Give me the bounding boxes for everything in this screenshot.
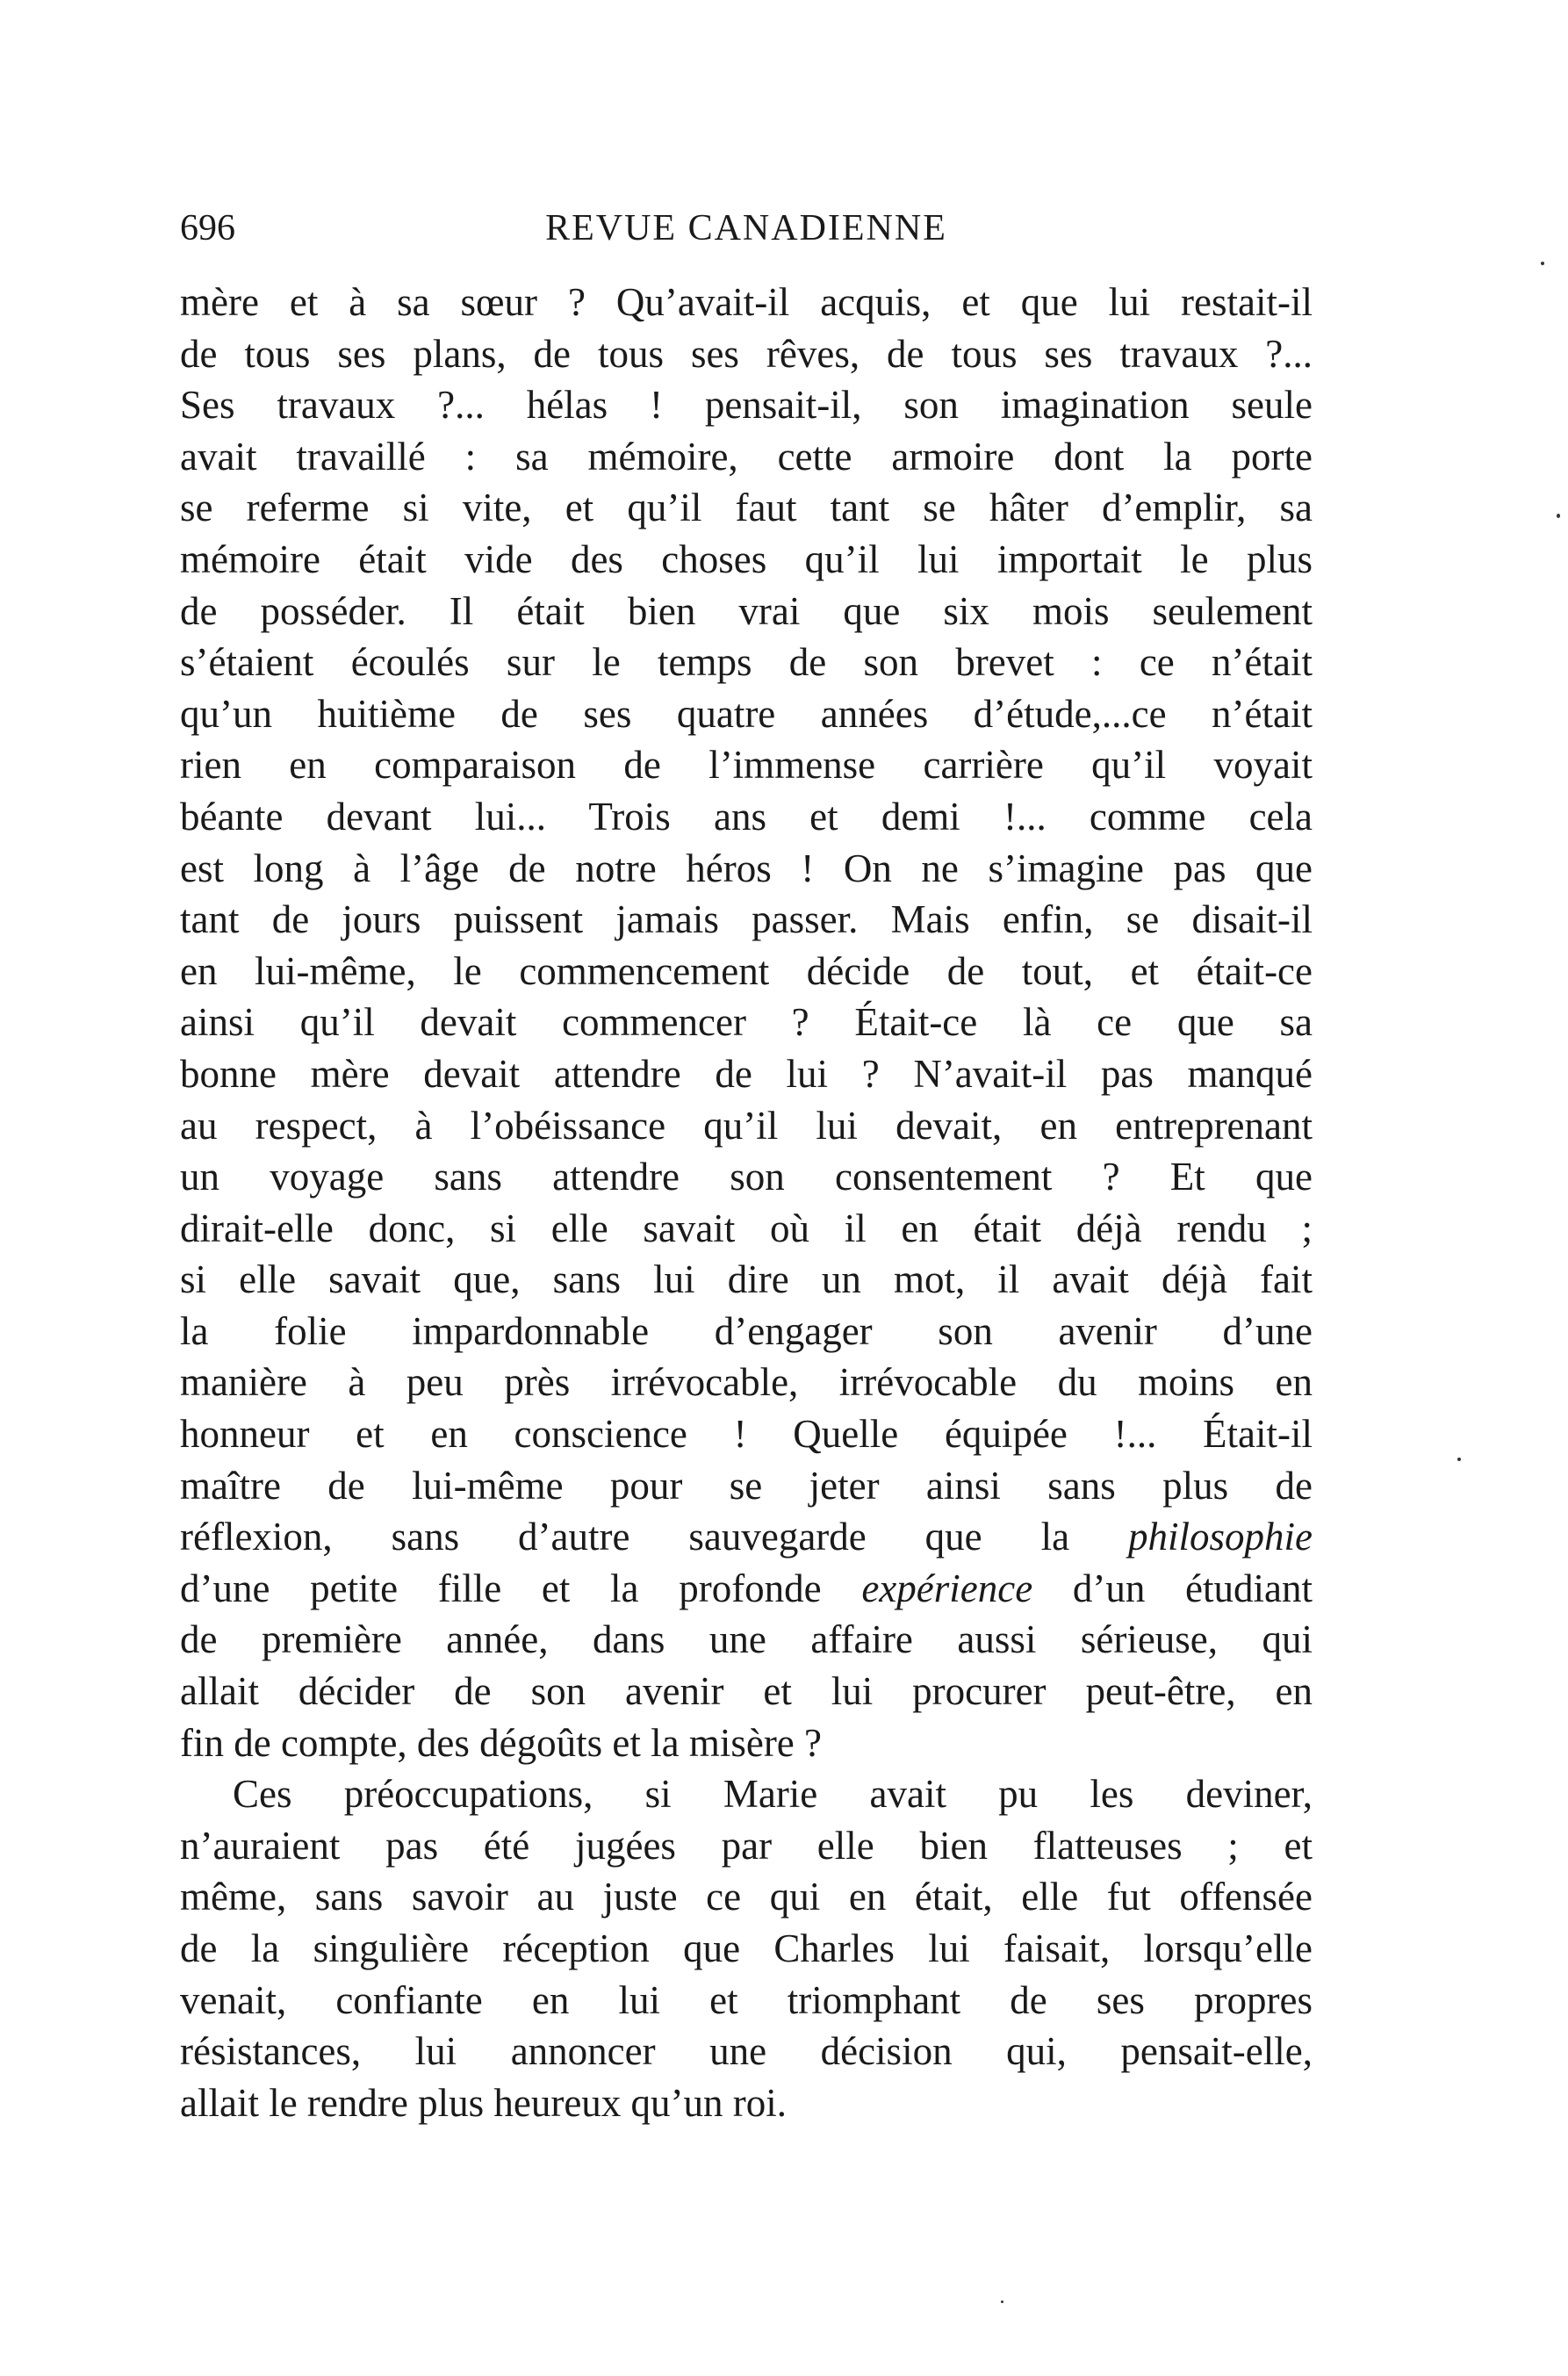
text-line: s’étaient écoulés sur le temps de son brevet : ce n’était bbox=[180, 640, 1313, 685]
text-line: de tous ses plans, de tous ses rêves, de tous ses travaux ?... bbox=[180, 331, 1313, 376]
text-line: de posséder. Il était bien vrai que six mois seulement bbox=[180, 588, 1313, 633]
text-line: allait le rendre plus heureux qu’un roi. bbox=[180, 2080, 788, 2125]
body-text bbox=[180, 277, 1313, 2128]
text-line: Ces préoccupations, si Marie avait pu les deviner, bbox=[233, 1772, 1313, 1817]
running-head bbox=[180, 202, 1313, 255]
scan-speck bbox=[1557, 514, 1560, 518]
journal-title: REVUE CANADIENNE bbox=[545, 208, 947, 248]
text-line: la folie impardonnable d’engager son avenir d’une bbox=[180, 1308, 1313, 1353]
text-line: tant de jours puissent jamais passer. Mais enfin, se disait-il bbox=[180, 897, 1313, 942]
scan-speck bbox=[1541, 262, 1544, 265]
text-line: mémoire était vide des choses qu’il lui importait le plus bbox=[180, 536, 1313, 581]
text-line bbox=[180, 1511, 1313, 1563]
text-line: résistances, lui annoncer une décision qui, pensait-elle, bbox=[180, 2029, 1313, 2074]
scan-speck bbox=[1457, 1458, 1461, 1461]
text-line: avait travaillé : sa mémoire, cette armoire dont la porte bbox=[180, 434, 1313, 479]
text-line: maître de lui-même pour se jeter ainsi sans plus de bbox=[180, 1463, 1313, 1508]
text-line: ainsi qu’il devait commencer ? Était-ce là ce que sa bbox=[180, 1000, 1313, 1045]
italic-word: expérience bbox=[861, 1566, 1033, 1610]
text-line: même, sans savoir au juste ce qui en était, elle fut offensée bbox=[180, 1875, 1313, 1919]
italic-word: philosophie bbox=[1128, 1515, 1313, 1559]
paragraph-1 bbox=[180, 277, 1313, 1768]
text-line: fin de compte, des dégoûts et la misère ? bbox=[180, 1720, 823, 1765]
text-line: au respect, à l’obéissance qu’il lui devait, en entreprenant bbox=[180, 1103, 1313, 1148]
paragraph-2 bbox=[180, 1768, 1313, 2128]
text-line: si elle savait que, sans lui dire un mot, il avait déjà fait bbox=[180, 1257, 1313, 1302]
text-line: est long à l’âge de notre héros ! On ne s’imagine pas que bbox=[180, 846, 1313, 890]
text-line: allait décider de son avenir et lui procurer peut-être, en bbox=[180, 1669, 1313, 1714]
text-line: en lui-même, le commencement décide de tout, et était-ce bbox=[180, 948, 1313, 993]
scan-speck bbox=[1001, 2300, 1003, 2303]
text-line: bonne mère devait attendre de lui ? N’avait-il pas manqué bbox=[180, 1051, 1313, 1096]
text-line: Ses travaux ?... hélas ! pensait-il, son imagination seule bbox=[180, 383, 1313, 428]
page-number: 696 bbox=[180, 208, 235, 248]
text-run: d’un étudiant bbox=[1032, 1566, 1313, 1610]
text-line: venait, confiante en lui et triomphant de ses propres bbox=[180, 1977, 1313, 2022]
text-line: de première année, dans une affaire aussi sérieuse, qui bbox=[180, 1617, 1313, 1662]
text-line: se referme si vite, et qu’il faut tant se hâter d’emplir, sa bbox=[180, 486, 1313, 530]
text-line: rien en comparaison de l’immense carrière qu’il voyait bbox=[180, 743, 1313, 788]
text-run: d’une petite fille et la profonde bbox=[180, 1566, 862, 1610]
text-line: dirait-elle donc, si elle savait où il en était déjà rendu ; bbox=[180, 1206, 1313, 1250]
text-line: qu’un huitième de ses quatre années d’étude,...ce n’était bbox=[180, 691, 1313, 736]
text-line: honneur et en conscience ! Quelle équipée !... Était-il bbox=[180, 1412, 1313, 1457]
text-line: manière à peu près irrévocable, irrévocable du moins en bbox=[180, 1360, 1313, 1405]
text-line: béante devant lui... Trois ans et demi !... comme cela bbox=[180, 794, 1313, 839]
text-line bbox=[180, 1563, 1313, 1615]
text-line: n’auraient pas été jugées par elle bien flatteuses ; et bbox=[180, 1823, 1313, 1868]
text-line: un voyage sans attendre son consentement ? Et que bbox=[180, 1155, 1313, 1199]
text-run: réflexion, sans d’autre sauvegarde que la bbox=[180, 1515, 1128, 1559]
text-line: mère et à sa sœur ? Qu’avait-il acquis, et que lui restait-il bbox=[180, 280, 1313, 324]
text-line: de la singulière réception que Charles lui faisait, lorsqu’elle bbox=[180, 1926, 1313, 1970]
